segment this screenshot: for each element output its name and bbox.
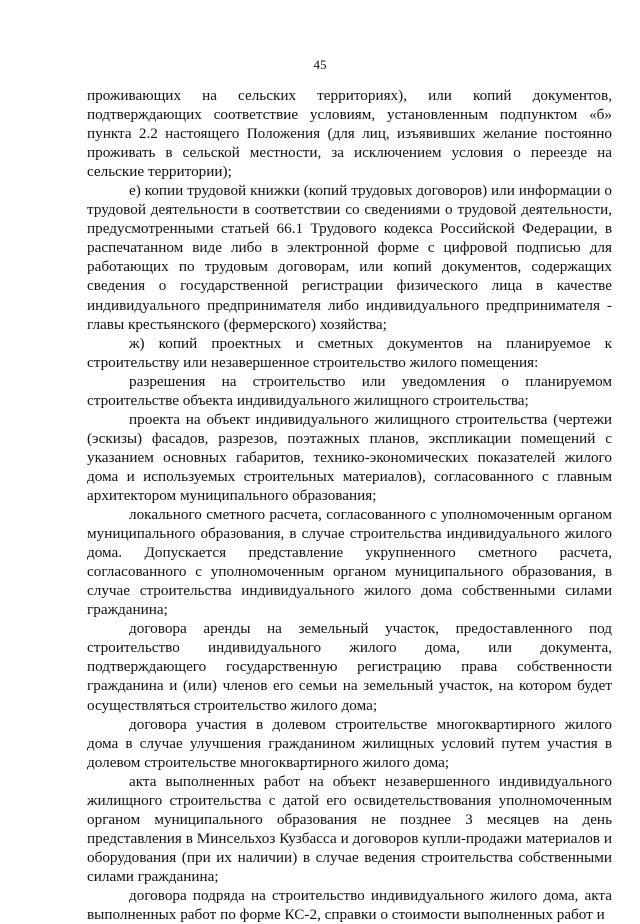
page-number: 45 xyxy=(313,57,327,72)
paragraph-item-e: е) копии трудовой книжки (копий трудовых договоров) или информации о трудовой деятельности в соответствии со сведениями о трудовой деятельности, предусмотренными статьей 66.1 Трудового кодекса Российской Федерации, в распечатанном виде либо в электронной форме с цифровой подписью для работающих по трудовым договорам, или копий документов, содержащих сведения о государственной регистрации физического лица в качестве индивидуального предпринимателя либо индивидуального предпринимателя - главы крестьянского (фермерского) хозяйства; xyxy=(87,182,612,333)
paragraph-permit: разрешения на строительство или уведомления о планируемом строительстве объекта индивидуального жилищного строительства; xyxy=(87,372,612,409)
paragraph-lease: договора аренды на земельный участок, предоставленного под строительство индивидуального жилого дома, или документа, подтверждающего государственную регистрацию права собственности гражданина и (или) членов его семьи на земельный участок, на котором будет осуществляться строительство жилого дома; xyxy=(87,620,612,714)
paragraph-project: проекта на объект индивидуального жилищного строительства (чертежи (эскизы) фасадов, разрезов, поэтажных планов, экспликации помещений с указанием основных габаритов, технико-экономических показателей жилого дома и используемых строительных материалов), согласованного с главным архитектором муниципального образования; xyxy=(87,410,612,504)
paragraph-item-zh: ж) копий проектных и сметных документов на планируемое к строительству или незавершенное строительство жилого помещения: xyxy=(87,334,612,371)
paragraph-continuation: проживающих на сельских территориях), или копий документов, подтверждающих соответствие условиям, установленным подпунктом «б» пункта 2.2 настоящего Положения (для лиц, изъявивших желание постоянно проживать в сельской местности, за исключением условия о переезде на сельские территории); xyxy=(87,87,612,181)
paragraph-estimate: локального сметного расчета, согласованного с уполномоченным органом муниципального образования, в случае строительства индивидуального жилого дома. Допускается представление укрупненного сметного расчета, согласованного с уполномоченным органом муниципального образования, в случае строительства индивидуального жилого дома собственными силами гражданина; xyxy=(87,506,612,619)
paragraph-contract: договора подряда на строительство индивидуального жилого дома, акта выполненных работ по форме КС-2, справки о стоимости выполненных работ и xyxy=(87,886,612,924)
paragraph-work-act: акта выполненных работ на объект незавершенного индивидуального жилищного строительства с датой его освидетельствования уполномоченным органом муниципального образования не позднее 3 месяцев на день представления в Минсельхоз Кузбасса и договоров купли-продажи материалов и оборудования (при их наличии) в случае ведения строительства собственными силами гражданина; xyxy=(87,772,612,885)
document-body xyxy=(87,86,612,924)
paragraph-shared-construction: договора участия в долевом строительстве многоквартирного жилого дома в случае улучшения гражданином жилищных условий путем участия в долевом строительстве многоквартирного жилого дома; xyxy=(87,715,612,771)
